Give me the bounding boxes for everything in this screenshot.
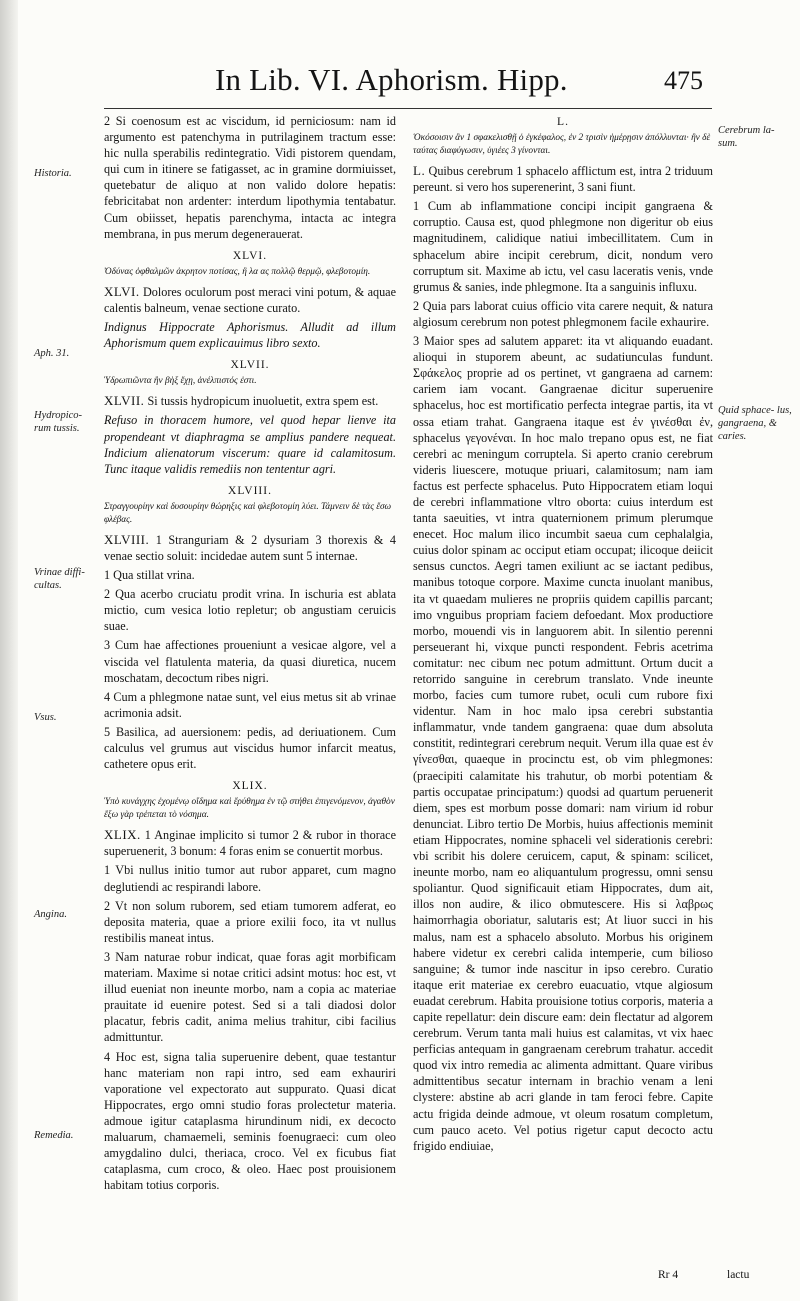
commentary-italic: Refuso in thoracem humore, vel quod hepar lienve ita propendeant vt diaphragma se amplius pandere nequeat. Indicium alienatorum viscerum: quare id calamitosum. Tunc itaque validis remediis non tententur agri. (104, 413, 396, 476)
commentary-paragraph: 2 Qua acerbo cruciatu prodit vrina. In ischuria est ablata mictio, cum vesica lotio repletur; ob angustiam ceruicis suae. (104, 587, 396, 634)
aphorism-latin (413, 163, 713, 195)
commentary-paragraph: 1 Qua stillat vrina. (104, 568, 195, 583)
aphorism-label: XLVII. (104, 393, 145, 409)
commentary-paragraph: 2 Si coenosum est ac viscidum, id perniciosum: nam id argumento est patenchyma in putrilaginem tractum esse: hic nulla sperabilis redintegratio. Vidi pistorem quendam, qui cum in itinere se fatigasset, ac in gramine dormiuisset, quetebatur de aliquo at non valido dolore hepatis: febricitabat non ardenter: interdum lipothymia tentabatur. Cum obiisset, hepatis parenchyma, intacta ac integra membrana, in pus merum degenerauerat. (104, 114, 396, 241)
greek-text: Ὀδύνας ὀφθαλμῶν ἀκρητον ποτίσας, ἢ λα ας πολλῷ θερμῷ, φλεβοτομίη. (104, 266, 371, 277)
aphorism-number: XLVIII. (228, 484, 272, 497)
margin-note-angina: Angina. (34, 909, 67, 920)
commentary-paragraph: 2 Quia pars laborat cuius officio vita carere nequit, & natura algiosum cerebrum non potest phlegmonem facile exhaurire. (413, 298, 713, 329)
aphorism-number: L. (557, 116, 569, 128)
commentary-paragraph: 4 Hoc est, signa talia superuenire debent, quae testantur hanc materiam non rapi intro, sed eam exhauriri vaporatione vel expectorato aut suppurato. Quasi dicat Hippocrates, ergo omni studio foras prolectetur materia. admoue igitur cataplasma hirundinum nidi, ex decocto maluarum, chamaemeli, seminis foenugraeci: cum oleo amygdalino dulci, theriaca, croco. Vel ex ficubus fiat cataplasma, cum croco, & oleo. Haec post prouisionem habitam totius corporis. (104, 1049, 396, 1193)
page-number: 475 (664, 66, 703, 95)
aphorism-label: XLVIII. (104, 531, 150, 547)
left-column (104, 113, 396, 1196)
aphorism-latin (104, 393, 396, 409)
greek-text: Ὑδρωπιῶντα ἢν βὴξ ἔχῃ, ἀνέλπιστός ἐστι. (104, 376, 257, 387)
aphorism-text: Quibus cerebrum 1 sphacelo afflictum est, intra 2 triduum pereunt. si vero hos superenerint, 3 sani fiunt. (413, 164, 713, 195)
aphorism-latin (104, 827, 396, 859)
running-header (215, 62, 715, 106)
aphorism-number: XLVII. (230, 359, 270, 372)
aphorism-label: XLIX. (104, 827, 141, 843)
commentary-paragraph: 3 Nam naturae robur indicat, quae foras agit morbificam materiam. Maxime si notae critici adsint motus: hoc est, vt illud eueniat non ineunte morbo, nam a copia ac materiae prauitate id euenire potest. Sed si a tali diadosi dolor placatur, febris cadit, anima melius trahitur, cibi facilius admittuntur. (104, 949, 396, 1045)
margin-note-sphacelus: Quid sphace- lus, gangraena, & caries. (718, 405, 792, 442)
margin-note-vrinae: Vrinae diffi- cultas. (34, 567, 85, 591)
aphorism-number: XLVI. (232, 249, 268, 262)
margin-note-cerebrum: Cerebrum la- sum. (718, 125, 775, 149)
commentary-italic: Indignus Hippocrate Aphorismus. Alludit ad illum Aphorismum quem explicauimus libro sexto. (104, 320, 396, 351)
aphorism-text: 1 Stranguriam & 2 dysuriam 3 thorexis & 4 venae sectio soluit: incidedae autem sunt 5 internae. (104, 532, 396, 563)
greek-text: Ὑπὸ κυνάγχης ἐχομένῳ οἴδημα καὶ ἔρύθημα ἐν τῷ στήθει ἐπιγενόμενον, ἀγαθὸν ἔξω γὰρ τρέπεται τὸ νόσημα. (104, 797, 395, 821)
aphorism-text: Si tussis hydropicum inuoluetit, extra spem est. (147, 394, 379, 409)
aphorism-text: 1 Anginae implicito si tumor 2 & rubor in thorace superuenerit, 3 bonum: 4 foras enim se conuertit morbus. (104, 828, 396, 859)
commentary-paragraph: 3 Cum hae affectiones proueniunt a vesicae algore, vel a viscida vel flatulenta materia, da quasi diuretica, nucem moschatam, decoctum ribes nigri. (104, 638, 396, 685)
margin-note-vsus: Vsus. (34, 712, 57, 723)
catchword: lactu (727, 1269, 750, 1281)
commentary-paragraph: 1 Cum ab inflammatione concipi incipit gangraena & corruptio. Causa est, quod phlegmone non digeritur ob eius magnitudinem, calidique natiui imbecillitatem. Cum in sphacelum abire incipit cerebrum, dicit, nondum vero corruptum sit. Maxime ab ictu, vel casu laceratis venis, vnde grumus & sanies, inde phlegmone. Ita a sanguinis influxu. (413, 199, 713, 294)
margin-note-hydropicorum: Hydropico- rum tussis. (34, 410, 83, 434)
commentary-paragraph: 1 Vbi nullus initio tumor aut rubor apparet, cum magno deglutiendi ac respirandi labore. (104, 863, 396, 894)
page-footer (658, 1269, 778, 1281)
aphorism-latin (104, 284, 396, 316)
signature-mark: Rr 4 (658, 1269, 679, 1281)
greek-text: Στραγγουρίην καὶ δυσουρίην θώρηξις καὶ φλεβοτομίη λύει. Τάμνειν δὲ τὰς ἔσω φλέβας. (104, 501, 392, 525)
aphorism-latin (104, 532, 396, 564)
greek-text: Ὁκόσοισιν ἂν 1 σφακελισθῇ ὁ ἐγκέφαλος, ἐν 2 τρισὶν ἡμέρῃσιν ἀπόλλυνται· ἢν δὲ ταύτας διαφύγωσιν, ὑγιέες 3 γίνονται. (413, 133, 711, 157)
commentary-paragraph: 5 Basilica, ad auersionem: pedis, ad deriuationem. Cum calculus vel grumus aut viscidus humor infarcit meatus, cathetere opus erit. (104, 724, 396, 772)
aphorism-text: Dolores oculorum post meraci vini potum, & aquae calentis balneum, venae sectione curato. (104, 284, 396, 315)
margin-note-remedia: Remedia. (34, 1130, 74, 1141)
commentary-paragraph: 2 Vt non solum ruborem, sed etiam tumorem adferat, eo deposita materia, quae a priore exilii foco, ita vt nullus restibilis maneat intus. (104, 898, 396, 945)
aphorism-label: XLVI. (104, 283, 140, 299)
commentary-paragraph: 4 Cum a phlegmone natae sunt, vel eius metus sit ab vrinae acrimonia adsit. (104, 689, 396, 720)
page-title: In Lib. VI. Aphorism. Hipp. (215, 62, 568, 97)
margin-note-aph: Aph. 31. (34, 348, 70, 359)
margin-note-historia: Historia. (34, 168, 72, 179)
right-column (413, 108, 713, 1157)
commentary-paragraph: 3 Maior spes ad salutem apparet: ita vt aliquando euadant. alioqui in stuporem abeunt, ac sudatiunculas fundunt. Σφάκελος proprie ad os pertinet, vt gangraena ad carnem: cariem iam vocant. Gangraenae dicitur superuenire sphacelus, hoc est mortificatio perfecta integrae partis, ita vt ossa etiam trahat. Gangraena itaque est ἐν γινέσθαι ἐν, sphacelus γεγονέναι. In hoc malo trepano opus est, ne fiat cerebri ac meningum corruptela. Si aperto cranio cerebrum videris liuescere, motuque priuari, calamitosum; nam iam factus est perfecte sphacelus. Puto Hippocratem etiam loqui de cerebri inflammatione vltro oborta: cuius interdum est tanta saeuities, vt intra quaternionem primum plerumque enecet. Hoc malum ilico incumbit saeua cum cephalalgia, cuius dolor spinam ac occiput etiam occupat; ilicoque deiicit sensus cunctos. Aegri tamen exiliunt ac se iactant pedibus, manibus totoque corpore. Maxime cuncta inuolant manibus, ita vt quaedam mulieres ne propriis quidem capillis parcant; imo vnguibus propriam faciem defoedant. Mox productiore morbo, mouendi vis in languorem abit. In silentio perenni perseuerant hi, vixque puncti respondent. Febris acetrima comitatur: nec cibum nec potum admittunt. Ortum ducit a retorrido sanguine in cerebrum translato. Vnde ineunte morbo, facies cum tumore rubet, oculi cum rubore fixi videntur. Nam in hoc malo ipsa cerebri substantia inflammatur, vnde tandem gangraena: quae dum absoluta constitit, redintegrari cerebrum nequit. Verum illa quae est ἐν γίνεσθαι, quaeque in procinctu est, ob vim phlegmones: (praecipiti calamitate his trahutur, ob morbi potentiam & partis occupatae principatum:) quodsi ad quartum peruenerit diem, spes est morbum posse domari: nam virium id robur denunciat. Libro tertio De Morbis, huius affectionis meminit etiam Hippocrates, nomine sphaceli vel siderationis cerebri: vbi scribit his dolere ceruicem, caput, & spinam: scilicet, ineunte morbo, nam eo aliquantulum progressu, omni sensu spoliantur. Quod significauit etiam Hippocrates, dum ait, illos non audire, & ilico obmutescere. His si λαβρως haimorrhagia oboriatur, salutaris est; At liuor succi in his malus, nam est a sphacelo absoluto. Morbus his originem habere videtur ex cerebri calida intemperie, cum bilioso sanguine; & tumor inde nascitur in ipso cerebro. Curatio itaque erit materiae ex cerebro euacuatio, vtque algiosum euadat cerebrum. Habita prouisione totius corporis, materia a capite repellatur: dein discure eam: dein flectatur ad algorem cerebrum. Verum tanta mali huius est calamitas, vt vix haec perficias antequam in gangraenam cerebrum trahatur. accedit quod vix intro remedia ac alimenta admittant. Quare viribus admittentibus secatur internam in brachio venam a leni clystere: abstine ab acri glande in tam feroci febre. Capite actu frigida deinde admoue, vt oleum rosatum completum, cum pauco aceto. Vel potius rigetur caput decocto actu frigido endiuiae, (413, 334, 713, 1153)
aphorism-label: L. (413, 163, 426, 179)
aphorism-number: XLIX. (232, 780, 268, 793)
